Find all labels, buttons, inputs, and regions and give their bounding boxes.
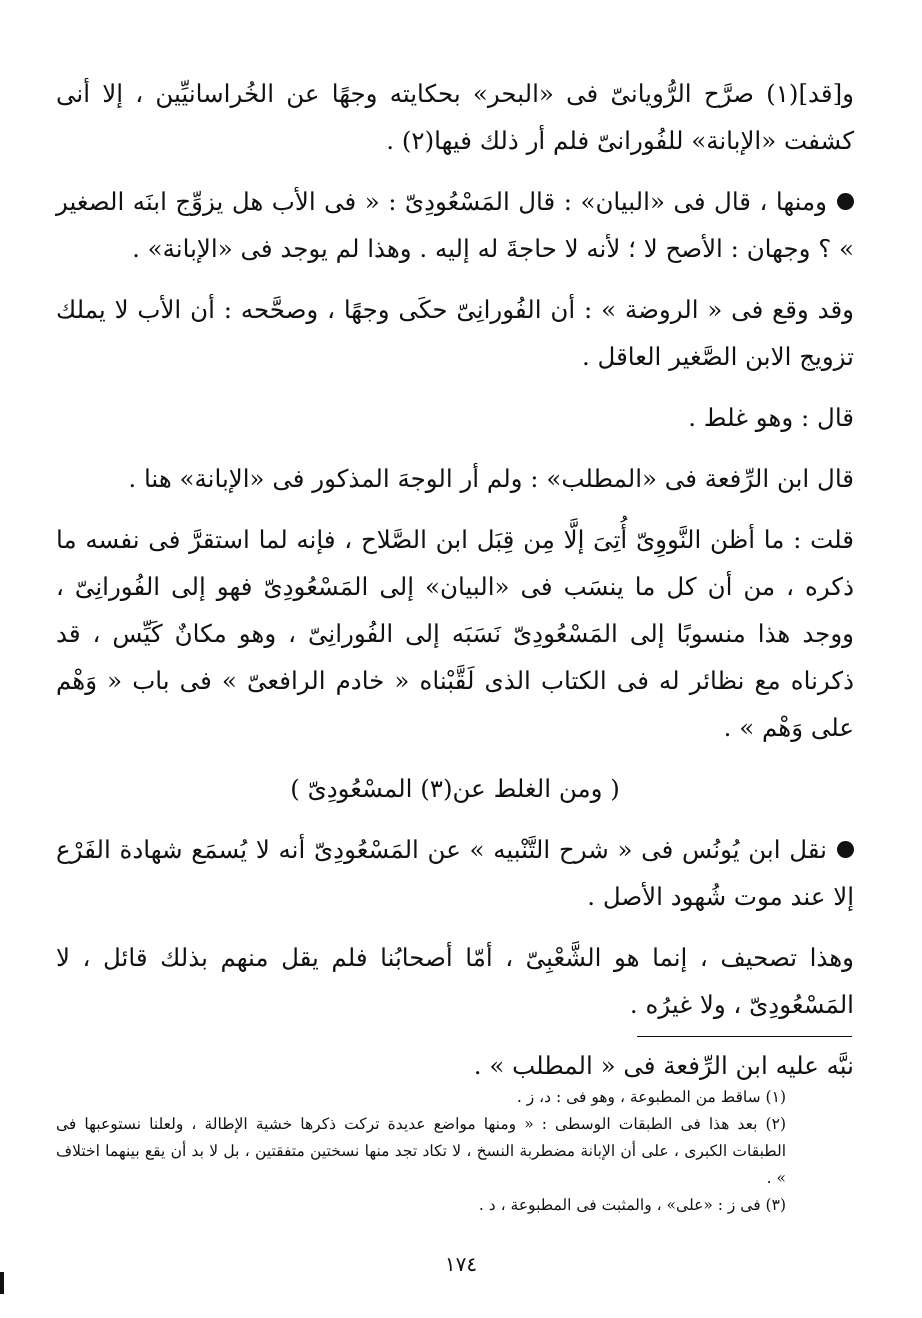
bullet-icon [837,193,854,210]
footnote-3: (٣) فى ز : «على» ، والمثبت فى المطبوعة ، د . [478,1196,786,1214]
paragraph-7 [56,826,854,920]
section-heading: ( ومن الغلط عن(٣) المسْعُودِىّ ) [290,774,620,803]
paragraph-4: قال : وهو غلط . [688,403,854,432]
page-number: ١٧٤ [444,1252,478,1276]
paragraph-1: و[قد](١) صرَّح الرُّويانىّ فى «البحر» بحكايته وجهًا عن الخُراسانيِّين ، إلا أنى كشفت «الإبانة» للفُورانىّ فلم أر ذلك فيها(٢) . [56,79,854,155]
main-text [56,70,854,1103]
footnote-divider [637,1036,852,1037]
footnote-2: (٢) بعد هذا فى الطبقات الوسطى : « ومنها مواضع عديدة تركت ذكرها خشية الإطالة ، ولعلنا نستوعبها فى الطبقات الكبرى ، على أن الإبانة مضطربة النسخ ، لا تكاد تجد منها نسختين متفقتين ، بل لا بد أن يقع بينهما اختلاف » . [56,1115,786,1187]
paragraph-2 [56,178,854,272]
paragraph-8: وهذا تصحيف ، إنما هو الشَّعْبِىّ ، أمّا أصحابُنا فلم يقل منهم بذلك قائل ، لا المَسْعُودِىّ ، ولا غيرُه . [56,943,854,1019]
scan-edge-mark [0,1272,4,1294]
paragraph-6: قلت : ما أظن النَّووِىّ أُتِىَ إلَّا مِن قِبَل ابن الصَّلاح ، فإنه لما استقرَّ فى نفسه ما ذكره ، من أن كل ما ينسَب فى «البيان» إلى المَسْعُودِىّ فهو إلى الفُورانِىّ ، ووجد هذا منسوبًا إلى المَسْعُودِىّ نَسَبَه إلى الفُورانِىّ ، وهو مكانٌ كَيِّس ، قد ذكرناه مع نظائر له فى الكتاب الذى لَقَّبْناه « خادم الرافعىّ » فى باب « وَهْم على وَهْم » . [56,525,854,742]
footnote-1: (١) ساقط من المطبوعة ، وهو فى : د، ز . [516,1088,786,1106]
bullet-icon [837,841,854,858]
paragraph-3: وقد وقع فى « الروضة » : أن الفُورانِىّ حكَى وجهًا ، وصحَّحه : أن الأب لا يملك تزويج الابن الصَّغير العاقل . [56,295,854,371]
paragraph-2-text: ومنها ، قال فى «البيان» : قال المَسْعُودِىّ : « فى الأب هل يزوِّج ابنَه الصغير » ؟ وجهان : الأصح لا ؛ لأنه لا حاجةَ له إليه . وهذا لم يوجد فى «الإبانة» . [56,187,854,263]
paragraph-7-text: نقل ابن يُونُس فى « شرح التَّنْبيه » عن المَسْعُودِىّ أنه لا يُسمَع شهادة الفَرْع إلا عند موت شُهود الأصل . [56,835,854,911]
paragraph-5: قال ابن الرِّفعة فى «المطلب» : ولم أر الوجهَ المذكور فى «الإبانة» هنا . [128,464,854,493]
footnotes [56,1084,786,1219]
paragraph-9: نبَّه عليه ابن الرِّفعة فى « المطلب » . [473,1051,854,1080]
